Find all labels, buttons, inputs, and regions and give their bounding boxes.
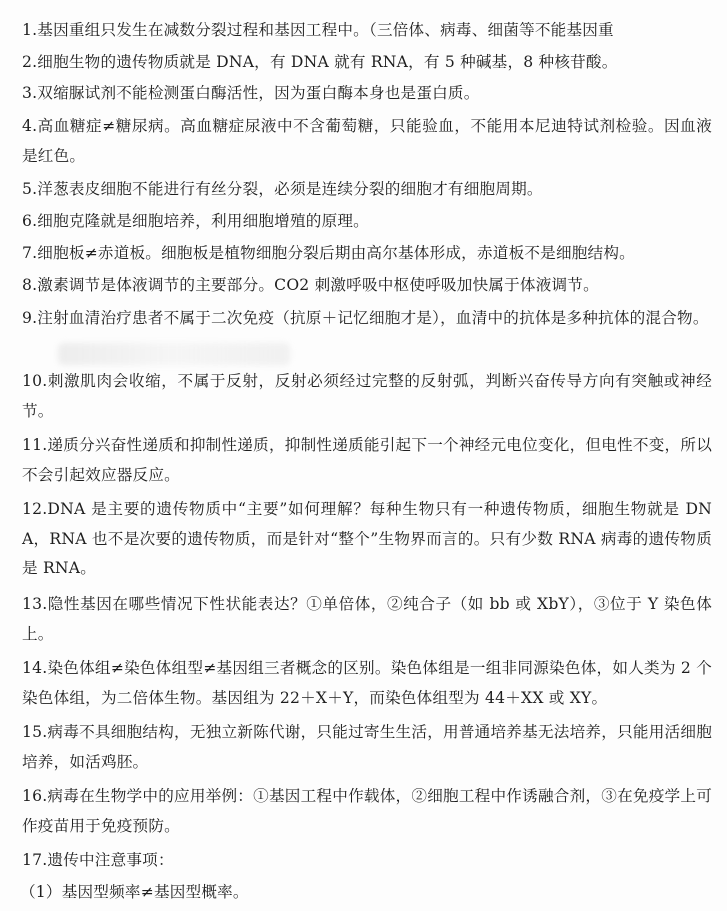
note-item-4: 4.高血糖症≠糖尿病。高血糖症尿液中不含葡萄糖，只能验血，不能用本尼迪特试剂检验。因血液是红色。 [22, 117, 712, 165]
note-item-3: 3.双缩脲试剂不能检测蛋白酶活性，因为蛋白酶本身也是蛋白质。 [22, 84, 480, 102]
note-item-14: 14.染色体组≠染色体组型≠基因组三者概念的区别。染色体组是一组非同源染色体，如人类为 2 个染色体组，为二倍体生物。基因组为 22＋X＋Y，而染色体组型为 44＋XX 或 XY。 [22, 659, 712, 707]
watermark-blur [58, 343, 290, 365]
note-item-11: 11.递质分兴奋性递质和抑制性递质，抑制性递质能引起下一个神经元电位变化，但电性不变，所以不会引起效应器反应。 [22, 436, 712, 484]
note-item-8: 8.激素调节是体液调节的主要部分。CO2 刺激呼吸中枢使呼吸加快属于体液调节。 [22, 276, 599, 294]
note-item-10: 10.刺激肌肉会收缩，不属于反射，反射必须经过完整的反射弧，判断兴奋传导方向有突触或神经节。 [22, 372, 712, 420]
note-item-6: 6.细胞克隆就是细胞培养，利用细胞增殖的原理。 [22, 212, 369, 230]
note-item-13: 13.隐性基因在哪些情况下性状能表达？①单倍体，②纯合子（如 bb 或 XbY），③位于 Y 染色体上。 [22, 595, 712, 643]
note-item-17: 17.遗传中注意事项： [22, 851, 174, 869]
note-item-2: 2.细胞生物的遗传物质就是 DNA，有 DNA 就有 RNA，有 5 种碱基，8 种核苷酸。 [22, 53, 618, 71]
note-item-9: 9.注射血清治疗患者不属于二次免疫（抗原＋记忆细胞才是），血清中的抗体是多种抗体的混合物。 [22, 309, 709, 327]
note-item-15: 15.病毒不具细胞结构，无独立新陈代谢，只能过寄生生活，用普通培养基无法培养，只能用活细胞培养，如活鸡胚。 [22, 723, 712, 771]
note-item-17-1: （1）基因型频率≠基因型概率。 [20, 883, 249, 901]
note-item-1: 1.基因重组只发生在减数分裂过程和基因工程中。（三倍体、病毒、细菌等不能基因重 [22, 21, 614, 39]
note-item-16: 16.病毒在生物学中的应用举例：①基因工程中作载体，②细胞工程中作诱融合剂，③在免疫学上可作疫苗用于免疫预防。 [22, 787, 712, 835]
note-item-12: 12.DNA 是主要的遗传物质中“主要”如何理解？每种生物只有一种遗传物质，细胞生物就是 DNA，RNA 也不是次要的遗传物质，而是针对“整个”生物界而言的。只有少数 RNA 病毒的遗传物质是 RNA。 [22, 500, 712, 577]
note-item-5: 5.洋葱表皮细胞不能进行有丝分裂，必须是连续分裂的细胞才有细胞周期。 [22, 180, 543, 198]
note-item-7: 7.细胞板≠赤道板。细胞板是植物细胞分裂后期由高尔基体形成，赤道板不是细胞结构。 [22, 244, 635, 262]
